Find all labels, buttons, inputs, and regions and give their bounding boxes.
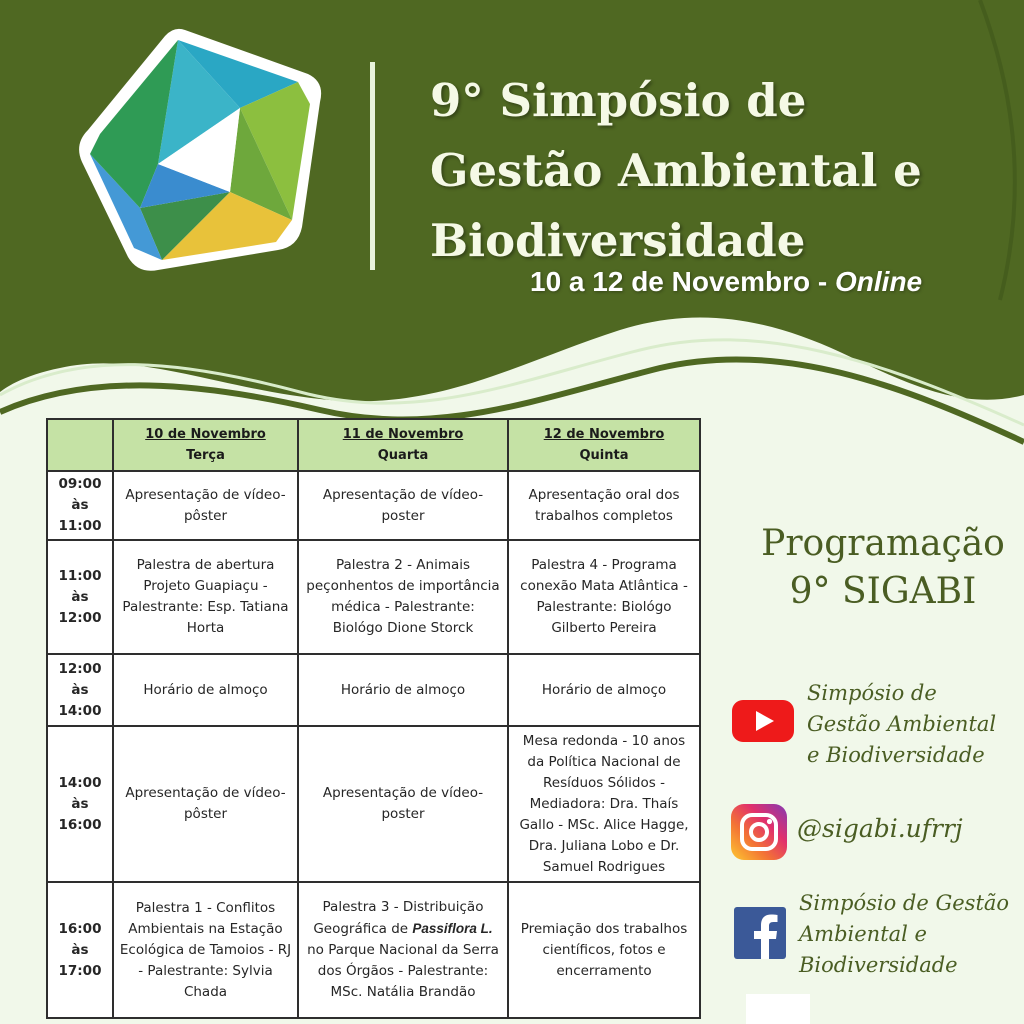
day-date: 11 de Novembro <box>342 427 464 442</box>
session-cell: Apresentação de vídeo-poster <box>298 726 508 882</box>
session-cell: Apresentação de vídeo-pôster <box>113 726 298 882</box>
time-end: 16:00 <box>58 816 102 833</box>
session-cell: Mesa redonda - 10 anos da Política Nacional de Resíduos Sólidos - Mediadora: Dra. Thaís Gallo - MSc. Alice Hagge, Dra. Juliana Lobo e Dr. Samuel Rodrigues <box>508 726 700 882</box>
time-column-header <box>47 419 113 471</box>
session-cell: Horário de almoço <box>508 654 700 726</box>
day-header-3 <box>508 419 700 471</box>
session-cell-palestra-3 <box>298 882 508 1018</box>
session-cell: Palestra de abertura Projeto Guapiaçu - Palestrante: Esp. Tatiana Horta <box>113 540 298 654</box>
table-row <box>47 471 700 540</box>
time-slot <box>47 726 113 882</box>
youtube-channel-link[interactable] <box>807 678 996 771</box>
day-date: 12 de Novembro <box>543 427 665 442</box>
time-start: 09:00 <box>58 476 102 492</box>
time-slot <box>47 654 113 726</box>
instagram-handle-link[interactable] <box>797 813 963 844</box>
time-slot <box>47 882 113 1018</box>
facebook-line-3: Biodiversidade <box>799 953 958 977</box>
time-end: 14:00 <box>58 702 102 719</box>
table-row <box>47 882 700 1018</box>
table-row <box>47 654 700 726</box>
time-end: 12:00 <box>58 609 102 626</box>
time-sep: às <box>71 795 89 812</box>
sigabi-logo <box>70 22 340 282</box>
event-title <box>430 66 1010 276</box>
palestra3-before: Palestra 3 - Distribuição Geográfica de <box>313 899 484 937</box>
session-cell: Apresentação de vídeo-poster <box>298 471 508 540</box>
palestra3-after: no Parque Nacional da Serra dos Órgãos - Palestrante: MSc. Natália Brandão <box>307 942 499 1000</box>
day-weekday: Quarta <box>377 448 429 463</box>
youtube-line-2: Gestão Ambiental <box>807 712 997 736</box>
time-end: 11:00 <box>58 518 102 534</box>
title-divider <box>370 62 375 270</box>
schedule-table <box>46 418 701 1019</box>
youtube-icon[interactable] <box>732 700 794 742</box>
time-slot <box>47 540 113 654</box>
dates-text: 10 a 12 de Novembro <box>530 266 811 297</box>
program-line-2: 9° SIGABI <box>789 571 977 612</box>
time-start: 16:00 <box>58 920 102 937</box>
youtube-line-1: Simpósio de <box>807 681 937 705</box>
title-line-1: 9° Simpósio de <box>430 74 807 127</box>
time-sep: às <box>71 497 89 513</box>
program-heading <box>738 520 1024 616</box>
time-sep: às <box>71 681 89 698</box>
species-name: Passiflora L. <box>412 921 493 936</box>
day-header-1 <box>113 419 298 471</box>
table-row <box>47 540 700 654</box>
event-mode: Online <box>835 266 923 297</box>
facebook-line-1: Simpósio de Gestão <box>799 891 1010 915</box>
dates-separator: - <box>810 266 836 297</box>
session-cell: Premiação dos trabalhos científicos, fotos e encerramento <box>508 882 700 1018</box>
time-slot <box>47 471 113 540</box>
day-header-2 <box>298 419 508 471</box>
program-line-1: Programação <box>761 523 1005 564</box>
time-end: 17:00 <box>58 962 102 979</box>
session-cell: Apresentação de vídeo-pôster <box>113 471 298 540</box>
session-cell: Palestra 1 - Conflitos Ambientais na Estação Ecológica de Tamoios - RJ - Palestrante: Sylvia Chada <box>113 882 298 1018</box>
session-cell: Apresentação oral dos trabalhos completos <box>508 471 700 540</box>
session-cell: Palestra 4 - Programa conexão Mata Atlântica - Palestrante: Biológo Gilberto Pereira <box>508 540 700 654</box>
session-cell: Horário de almoço <box>298 654 508 726</box>
facebook-line-2: Ambiental e <box>799 922 927 946</box>
time-start: 12:00 <box>58 660 102 677</box>
facebook-icon[interactable] <box>734 907 786 959</box>
session-cell: Horário de almoço <box>113 654 298 726</box>
facebook-page-link[interactable] <box>799 888 1009 981</box>
event-dates <box>530 266 1000 298</box>
day-date: 10 de Novembro <box>145 427 266 442</box>
white-corner-block <box>746 994 810 1024</box>
day-weekday: Quinta <box>579 448 629 463</box>
table-header-row <box>47 419 700 471</box>
time-sep: às <box>71 588 89 605</box>
instagram-handle: @sigabi.ufrrj <box>797 814 963 843</box>
time-start: 11:00 <box>58 567 102 584</box>
instagram-icon[interactable] <box>731 804 787 860</box>
day-weekday: Terça <box>186 448 225 463</box>
title-line-3: Biodiversidade <box>430 214 806 267</box>
title-line-2: Gestão Ambiental e <box>430 144 922 197</box>
youtube-line-3: e Biodiversidade <box>807 743 985 767</box>
session-cell: Palestra 2 - Animais peçonhentos de importância médica - Palestrante: Biológo Dione Storck <box>298 540 508 654</box>
time-sep: às <box>71 941 89 958</box>
time-start: 14:00 <box>58 774 102 791</box>
table-row <box>47 726 700 882</box>
